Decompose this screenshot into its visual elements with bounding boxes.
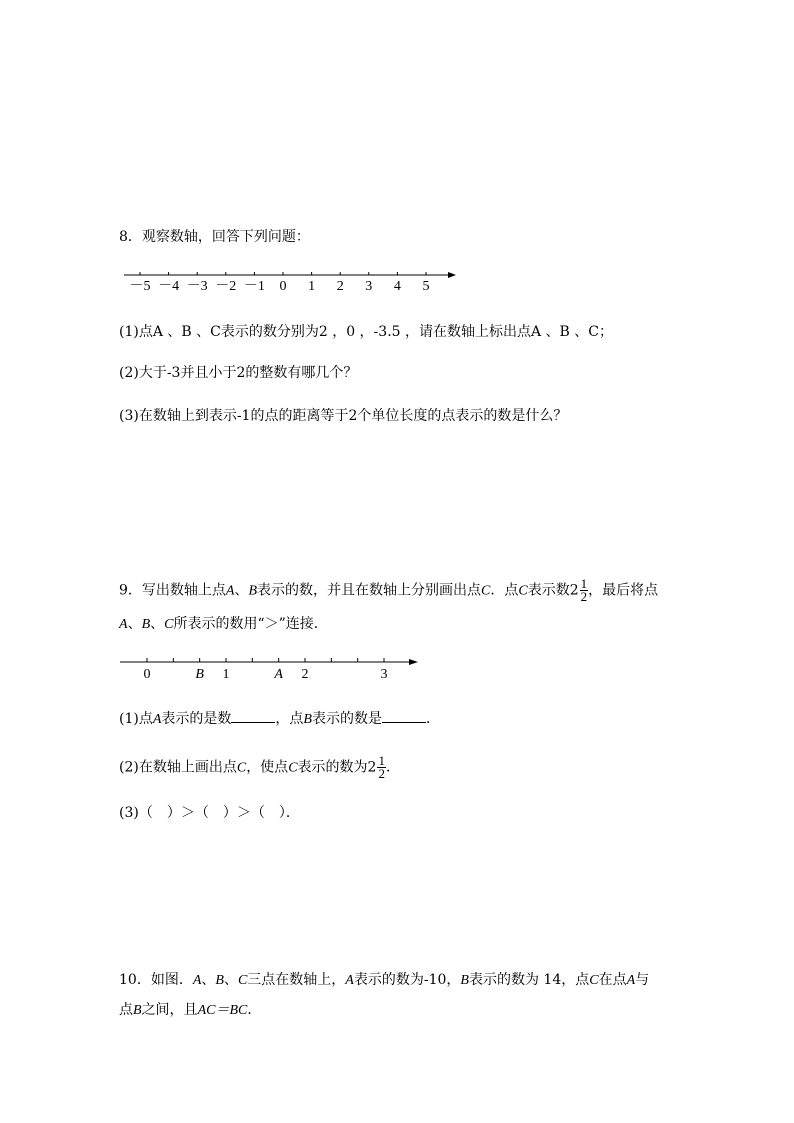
q8-number-line <box>118 264 478 304</box>
q9-part-3: (3)（ ）＞（ ）＞（ ）． <box>119 805 300 821</box>
axis-tick-label: 1 <box>222 667 230 682</box>
axis-tick-label: 0 <box>143 667 151 682</box>
q8-title: 8．观察数轴，回答下列问题： <box>119 229 310 245</box>
q10-line-2: 点B之间，且AC＝BC． <box>119 1002 262 1018</box>
q8-part-1: (1)点A 、B 、C表示的数分别为2 ，0 ，-3.5 ，请在数轴上标出点A 、B 、C； <box>119 324 614 340</box>
q9-number-line <box>118 652 438 682</box>
axis-tick-label: 2 <box>301 667 309 682</box>
answer-blank-a[interactable] <box>231 708 275 723</box>
q9-part-2: (2)在数轴上画出点C，使点C表示的数为2 $\frac{1}{2}$ ． <box>119 753 400 781</box>
q10-line-1: 10．如图．A、B、C三点在数轴上，A表示的数为-10，B表示的数为 14，点C在点A与 <box>119 972 650 988</box>
axis-tick-label: －2 <box>215 279 237 294</box>
point-label-b: B <box>195 667 204 682</box>
fraction-one-half: $\frac{1}{2}$ <box>580 576 588 604</box>
answer-blank-b[interactable] <box>382 708 426 723</box>
point-label-a: A <box>274 667 283 682</box>
axis-tick-label: 3 <box>365 279 373 294</box>
axis-tick-label: 1 <box>308 279 316 294</box>
axis-tick-label: －3 <box>186 279 208 294</box>
axis-tick-label: 2 <box>336 279 344 294</box>
axis-tick-label: 0 <box>279 279 287 294</box>
axis-tick-label: 3 <box>380 667 388 682</box>
axis-tick-label: 5 <box>422 279 430 294</box>
axis-tick-label: －4 <box>158 279 180 294</box>
q9-line-2: A、B、C所表示的数用“＞”连接． <box>119 616 328 632</box>
fraction-one-half: $\frac{1}{2}$ <box>378 753 385 781</box>
axis-tick-label: －1 <box>243 279 265 294</box>
q8-part-2: (2)大于-3并且小于2的整数有哪几个？ <box>119 365 358 381</box>
q9-line-1: 9．写出数轴上点A、B表示的数，并且在数轴上分别画出点C．点C表示数2 $\frac{1}{2}$ ，最后将点 <box>119 576 659 604</box>
axis-tick-label: 4 <box>393 279 401 294</box>
q8-part-3: (3)在数轴上到表示-1的点的距离等于2个单位长度的点表示的数是什么？ <box>119 408 568 424</box>
axis-tick-label: －5 <box>129 279 151 294</box>
q9-part-1: (1)点A表示的是数 ，点B表示的数是 ． <box>119 708 440 730</box>
